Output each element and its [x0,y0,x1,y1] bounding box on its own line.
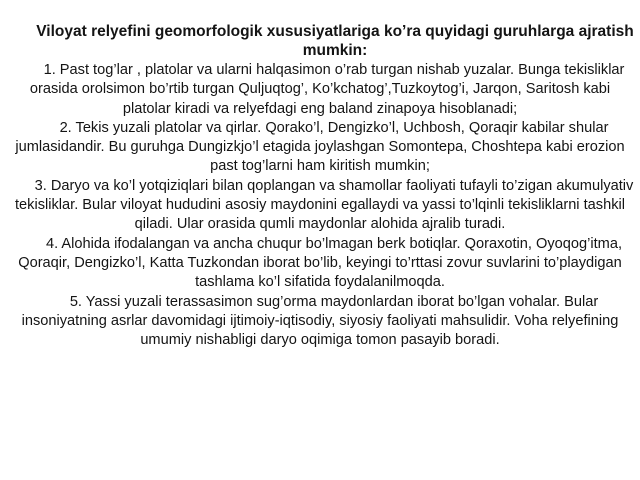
paragraph-1: 1. Past tog’lar , platolar va ularni halqasimon o’rab turgan nishab yuzalar. Bunga tekisliklar orasida orolsimon bo’rtib turgan Quljuqtog’, Ko’kchatog’,Tuzkoytog’i, Jarqon, Saritosh kabi platolar kiradi va relyefdagi eng baland zinapoya hisoblanadi; [29,62,625,117]
paragraph-3: 3. Daryo va ko’l yotqiziqlari bilan qoplangan va shamollar faoliyati tufayli to’zigan akumulyativ tekisliklar. Bular viloyat hududini asosiy maydonini egallaydi va yassi to’lqinli tekisliklarni tashkil qiladi. Ular orasida qumli maydonlar alohida ajralib turadi. [15,177,634,233]
slide-heading: Viloyat relyefini geomorfologik xususiyatlariga ko’ra quyidagi guruhlarga ajratish mumkin: [36,23,634,59]
paragraph-4: 4. Alohida ifodalangan va ancha chuqur bo’lmagan berk botiqlar. Qoraxotin, Oyoqog’itma, Qoraqir, Dengizko’l, Katta Tuzkondan iborat bo’lib, keyingi to’rttasi zovur suvlarini to’playdigan tashlama ko’l sifatida foydalanilmoqda. [18,235,622,291]
paragraph-2: 2. Tekis yuzali platolar va qirlar. Qorako’l, Dengizko’l, Uchbosh, Qoraqir kabilar shular jumlasidandir. Bu guruhga Dungizkjo’l etagida joylashgan Somontepa, Choshtepa kabi erozion past tog’larni ham kiritish mumkin; [15,119,625,175]
paragraph-5: 5. Yassi yuzali terassasimon sug’orma maydonlardan iborat bo’lgan vohalar. Bular insoniyatning asrlar davomidagi ijtimoiy-iqtisodiy, siyosiy faoliyati mahsulidir. Voha relyefining umumiy nishabligi daryo oqimiga tomon pasayib boradi. [21,293,619,349]
